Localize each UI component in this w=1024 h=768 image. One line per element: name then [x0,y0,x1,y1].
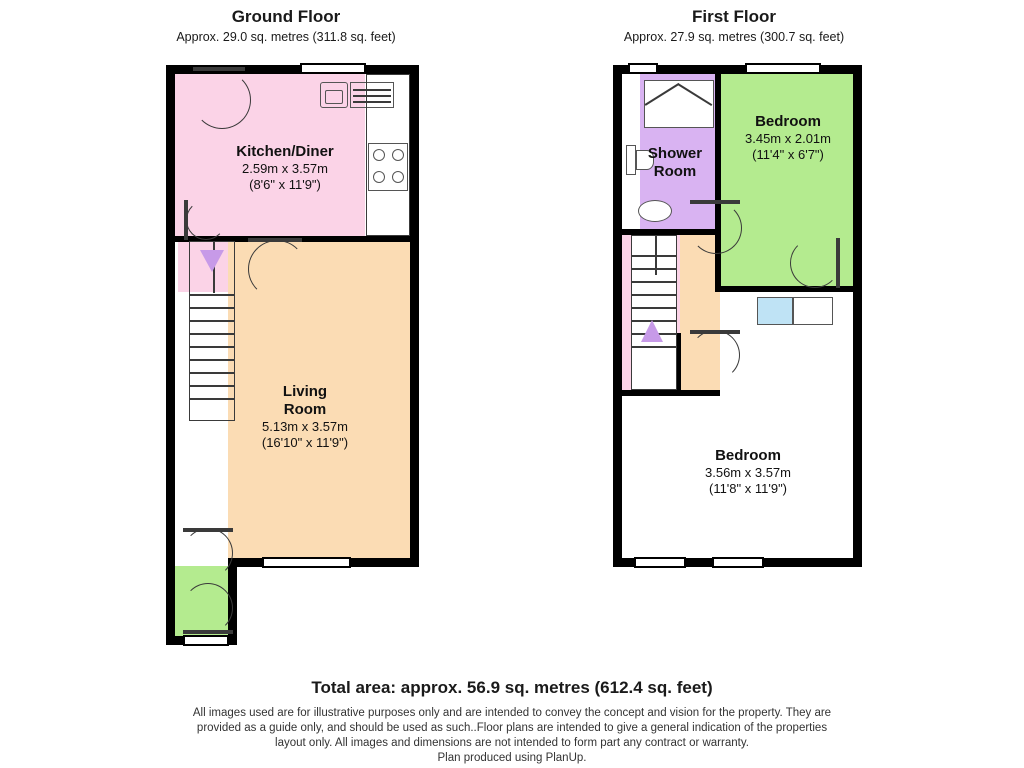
landing-stair-tread [631,268,677,270]
stair-tread [189,372,235,374]
stair-tread [189,307,235,309]
room-dim-living-imperial: (16'10" x 11'9") [261,434,349,450]
room-dim-bedroom2-imperial: (11'8" x 11'9") [708,480,788,496]
room-name-bedroom-1: Bedroom [755,113,821,130]
room-name-shower-line2: Room [653,163,697,180]
window-bed2-rear-2 [712,557,764,568]
landing-stair-tread [631,255,677,257]
landing-stair-tread [631,346,677,348]
door-hall-kitchen-arc [186,200,226,240]
airing-cupboard [757,297,793,325]
door-bedroom1-leaf [836,238,840,288]
door-hall-kitchen-leaf [184,200,188,240]
ground-wall-left-upper [166,65,175,566]
stair-tread [189,294,235,296]
door-shower-leaf [690,200,740,204]
ground-floor-title: Ground Floor [231,7,341,26]
door-bedroom2-leaf [690,330,740,334]
door-front-leaf [183,528,233,532]
disclaimer-line-3: layout only. All images and dimensions are not intended to form part any contract or warranty. [275,737,749,749]
door-shower-arc [690,202,742,254]
first-floor-title: First Floor [691,7,777,26]
stair-direction-marker [200,250,224,272]
landing-stair-tread [631,281,677,283]
window-porch-bottom [183,635,229,646]
window-bed1-front [745,63,821,74]
door-porch-arc [183,583,233,633]
door-kitchen-entry-leaf [193,67,245,71]
ground-wall-right [410,65,419,566]
room-name-living-line2: Room [283,401,327,418]
landing-stair-outline [631,235,677,390]
stair-tread [189,346,235,348]
hob-ring-4 [392,171,404,183]
landing-stair-tread [631,294,677,296]
room-label-kitchen-diner [185,143,385,192]
door-bedroom1-arc [790,238,840,288]
door-kitchen-entry-arc [193,71,251,129]
door-living-arc [248,240,306,298]
landing-stair-tread [631,307,677,309]
hob-ring-2 [392,149,404,161]
room-dim-bedroom1-metric: 3.45m x 2.01m [745,131,831,146]
stair-tread [189,359,235,361]
room-label-bedroom-2 [650,447,846,496]
room-name-kitchen-diner: Kitchen/Diner [236,143,334,160]
landing-stair-direction-marker [641,320,663,342]
landing-stair-nosing [655,235,657,275]
door-living-leaf [248,238,302,242]
room-name-shower-line1: Shower [647,145,703,162]
window-kitchen-front [300,63,366,74]
room-label-living [215,383,395,450]
wash-basin [638,200,672,222]
room-dim-bedroom1-imperial: (11'4" x 6'7") [752,146,824,162]
total-area-text: Total area: approx. 56.9 sq. metres (612.4 sq. feet) [311,678,713,697]
room-dim-living-metric: 5.13m x 3.57m [262,419,348,434]
ground-floor-subtitle: Approx. 29.0 sq. metres (311.8 sq. feet) [176,30,396,44]
room-dim-bedroom2-metric: 3.56m x 3.57m [705,465,791,480]
room-label-bedroom-1 [690,113,886,162]
door-front-arc [183,528,233,578]
disclaimer-line-2: provided as a guide only, and should be used as such..Floor plans are intended to give a general indication of the properties [196,722,828,734]
first-wall-landing-bottom [622,390,720,396]
window-shower-front [628,63,658,74]
disclaimer-line-1: All images used are for illustrative purposes only and are intended to convey the concept and vision for the property. They are [192,707,832,719]
window-living-rear [262,557,351,568]
room-name-bedroom-2: Bedroom [715,447,781,464]
ground-wall-left-porch [166,566,175,644]
room-name-living-line1: Living [282,383,328,400]
window-bed2-rear [634,557,686,568]
door-porch-leaf [183,630,233,634]
cupboard-shelf [793,297,833,325]
first-wall-bed1-bottom [715,286,854,292]
stair-tread [189,320,235,322]
first-wall-left [613,65,622,566]
first-floor-subtitle: Approx. 27.9 sq. metres (300.7 sq. feet) [623,30,845,44]
sink-bowl [325,90,343,104]
disclaimer-line-4: Plan produced using PlanUp. [437,752,587,764]
first-wall-bed1-left [715,73,721,291]
door-bedroom2-arc [690,330,740,380]
stair-tread [189,333,235,335]
room-dim-kitchen-metric: 2.59m x 3.57m [242,161,328,176]
room-dim-kitchen-imperial: (8'6" x 11'9") [249,176,321,192]
